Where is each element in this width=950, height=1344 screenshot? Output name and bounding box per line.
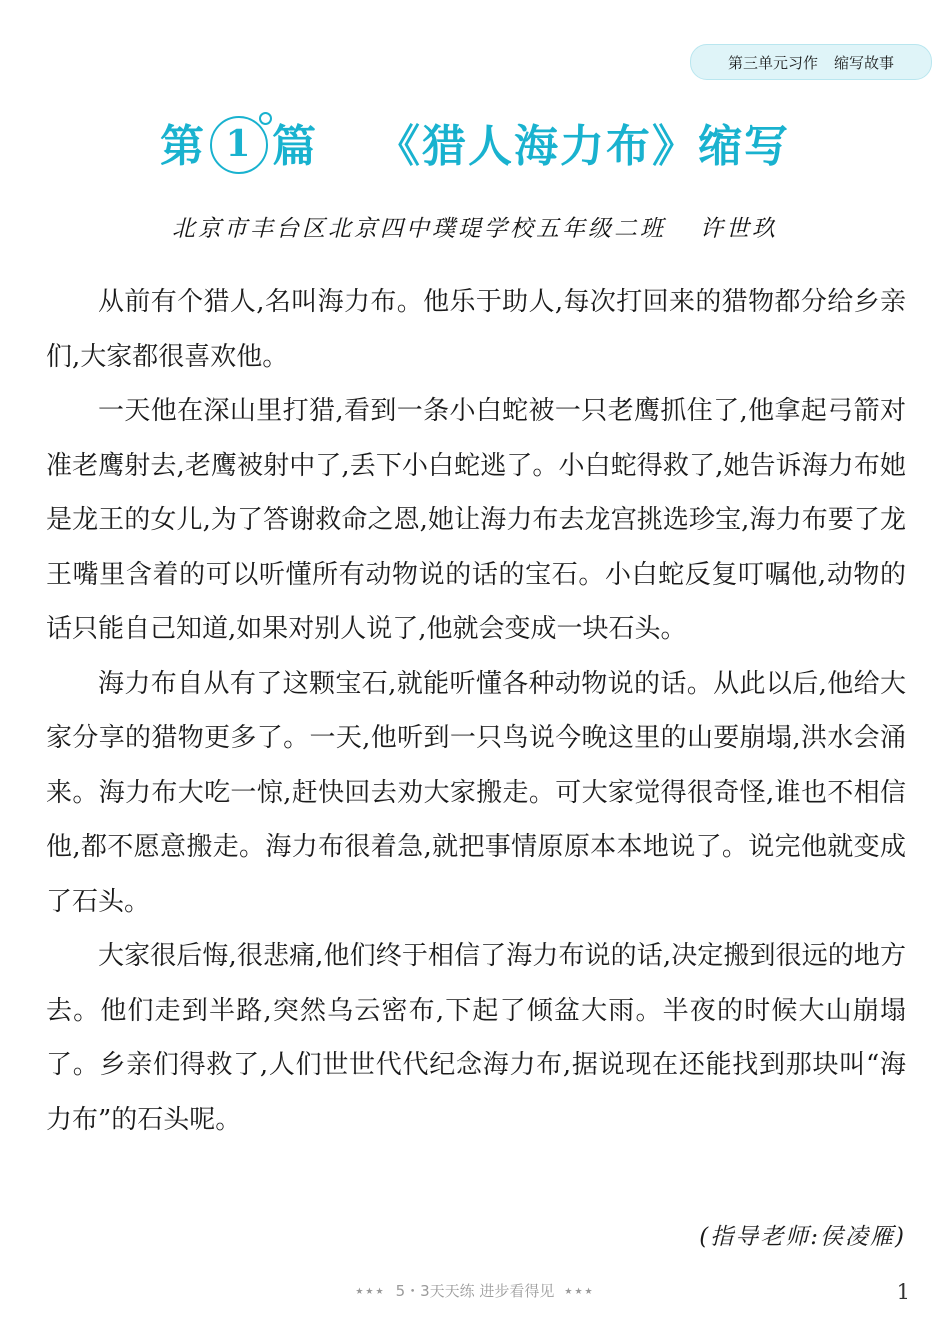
title-name: 《猎人海力布》缩写 xyxy=(376,121,790,172)
article-body xyxy=(46,275,906,1147)
footer-slogan: 5・3天天练 进步看得见 xyxy=(395,1282,555,1300)
section-tag xyxy=(690,44,932,80)
paragraph-2: 一天他在深山里打猎,看到一条小白蛇被一只老鹰抓住了,他拿起弓箭对准老鹰射去,老鹰被射中了,丢下小白蛇逃了。小白蛇得救了,她告诉海力布她是龙王的女儿,为了答谢救命之恩,她让海力布去龙宫挑选珍宝,海力布要了龙王嘴里含着的可以听懂所有动物说的话的宝石。小白蛇反复叮嘱他,动物的话只能自己知道,如果对别人说了,他就会变成一块石头。 xyxy=(46,396,906,644)
unit-label: 第三单元习作 xyxy=(727,53,818,72)
author-line xyxy=(0,210,950,243)
author-name: 许世玖 xyxy=(700,216,778,242)
number-circle-icon xyxy=(210,116,268,174)
author-school: 北京市丰台区北京四中璞瑅学校五年级二班 xyxy=(172,216,666,242)
teacher-signoff: (指导老师:侯凌雁) xyxy=(699,1224,906,1250)
star-icon-right: ★★★ xyxy=(564,1286,595,1297)
circle-dot-decoration xyxy=(259,112,272,125)
page-number: 1 xyxy=(896,1280,910,1304)
star-icon-left: ★★★ xyxy=(355,1286,386,1297)
page-footer xyxy=(0,1280,950,1301)
paragraph-4: 大家很后悔,很悲痛,他们终于相信了海力布说的话,决定搬到很远的地方去。他们走到半路,突然乌云密布,下起了倾盆大雨。半夜的时候大山崩塌了。乡亲们得救了,人们世世代代纪念海力布,据说现在还能找到那块叫“海力布”的石头呢。 xyxy=(46,941,906,1135)
topic-label: 缩写故事 xyxy=(834,53,895,72)
paragraph-3: 海力布自从有了这颗宝石,就能听懂各种动物说的话。从此以后,他给大家分享的猎物更多了。一天,他听到一只鸟说今晚这里的山要崩塌,洪水会涌来。海力布大吃一惊,赶快回去劝大家搬走。可大家觉得很奇怪,谁也不相信他,都不愿意搬走。海力布很着急,就把事情原原本本地说了。说完他就变成了石头。 xyxy=(46,668,906,917)
title-suffix: 篇 xyxy=(272,121,318,172)
paragraph-1: 从前有个猎人,名叫海力布。他乐于助人,每次打回来的猎物都分给乡亲们,大家都很喜欢他。 xyxy=(46,287,906,372)
title-prefix: 第 xyxy=(160,121,206,172)
title-number: 1 xyxy=(225,123,253,165)
article-title xyxy=(0,110,950,178)
